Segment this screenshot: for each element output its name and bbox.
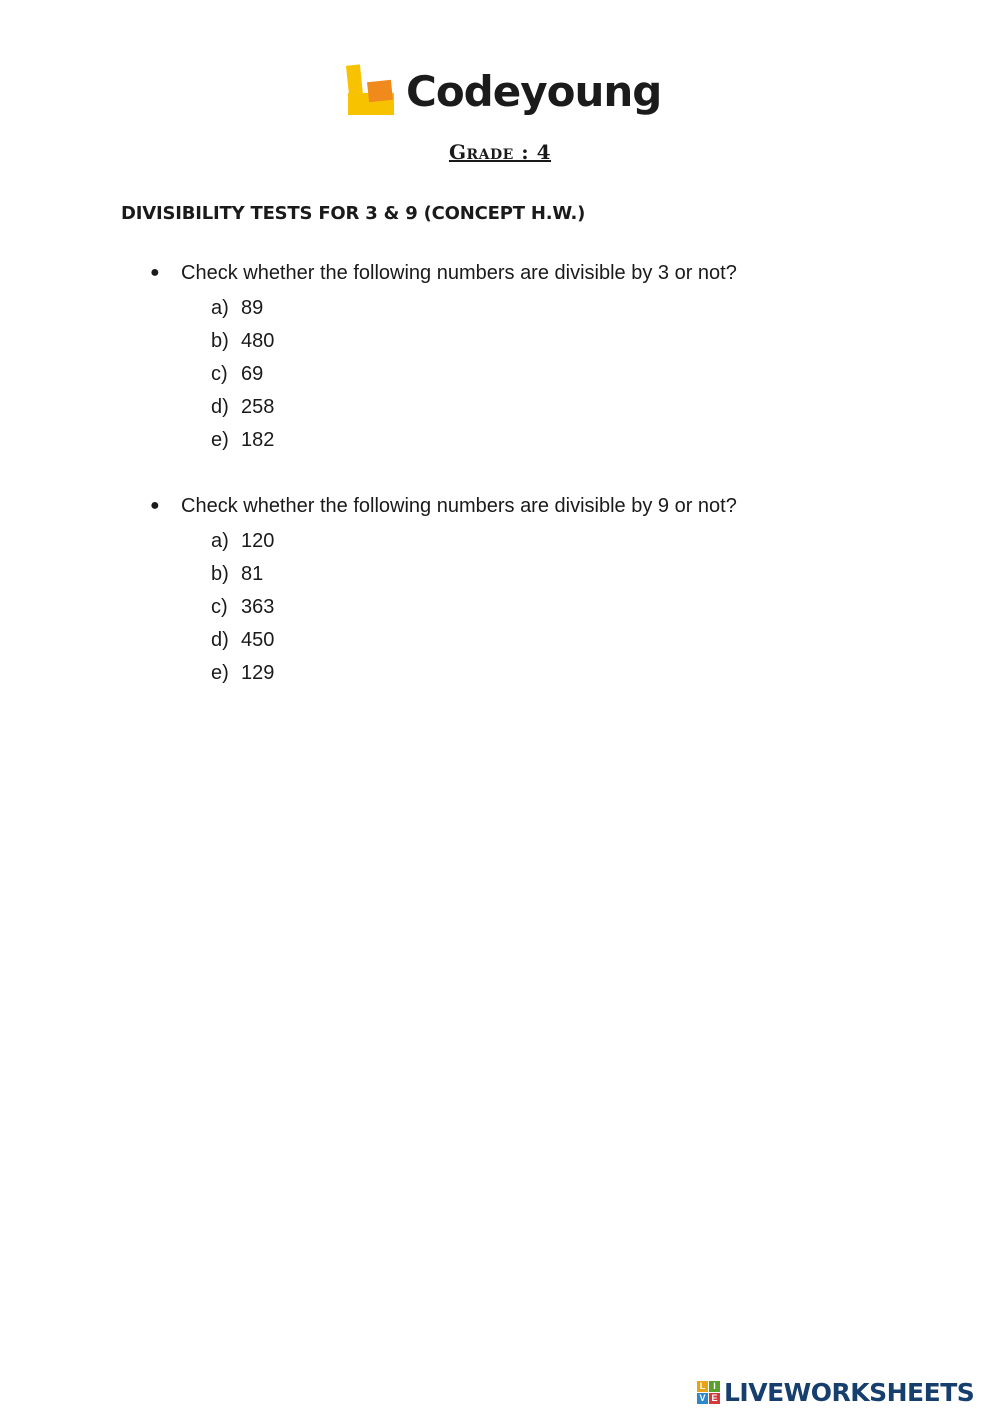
grade-label: Grade : 4 [448,140,552,164]
option-item [211,624,910,657]
option-value: 129 [241,662,275,684]
option-value: 69 [241,363,264,385]
option-item [211,391,910,424]
icon-letter: E [709,1393,720,1404]
liveworksheets-text: LIVEWORKSHEETS [724,1378,975,1407]
question-2 [150,492,910,690]
option-item [211,358,910,391]
option-value: 363 [241,596,275,618]
option-value: 89 [241,297,264,319]
icon-letter: I [709,1381,720,1392]
question-text: Check whether the following numbers are divisible by 9 or not? [181,494,737,517]
option-letter: d) [211,629,229,651]
option-item [211,558,910,591]
option-letter: a) [211,530,229,552]
option-letter: e) [211,429,229,451]
icon-letter: V [697,1393,708,1404]
icon-letter: L [697,1381,708,1392]
option-item [211,591,910,624]
option-letter: e) [211,662,229,684]
bullet-icon: ● [150,497,160,514]
option-value: 182 [241,429,275,451]
option-item [211,292,910,325]
option-letter: d) [211,396,229,418]
option-item [211,424,910,457]
option-value: 120 [241,530,275,552]
option-letter: b) [211,330,229,352]
option-item [211,325,910,358]
question-text: Check whether the following numbers are divisible by 3 or not? [181,261,737,284]
option-value: 450 [241,629,275,651]
codeyoung-logo [344,60,661,122]
codeyoung-logo-icon [344,63,396,119]
option-letter: b) [211,563,229,585]
options-list [211,525,910,690]
liveworksheets-brand[interactable] [697,1378,974,1407]
option-letter: c) [211,596,228,618]
option-item [211,525,910,558]
option-item [211,657,910,690]
bullet-icon: ● [150,264,160,281]
option-value: 480 [241,330,275,352]
option-letter: a) [211,297,229,319]
option-value: 81 [241,563,264,585]
logo-text: Codeyoung [406,66,662,116]
option-value: 258 [241,396,275,418]
options-list [211,292,910,457]
worksheet-heading: DIVISIBILITY TESTS FOR 3 & 9 (CONCEPT H.W.) [121,203,586,224]
question-1 [150,259,910,457]
liveworksheets-logo-icon [697,1381,720,1404]
option-letter: c) [211,363,228,385]
